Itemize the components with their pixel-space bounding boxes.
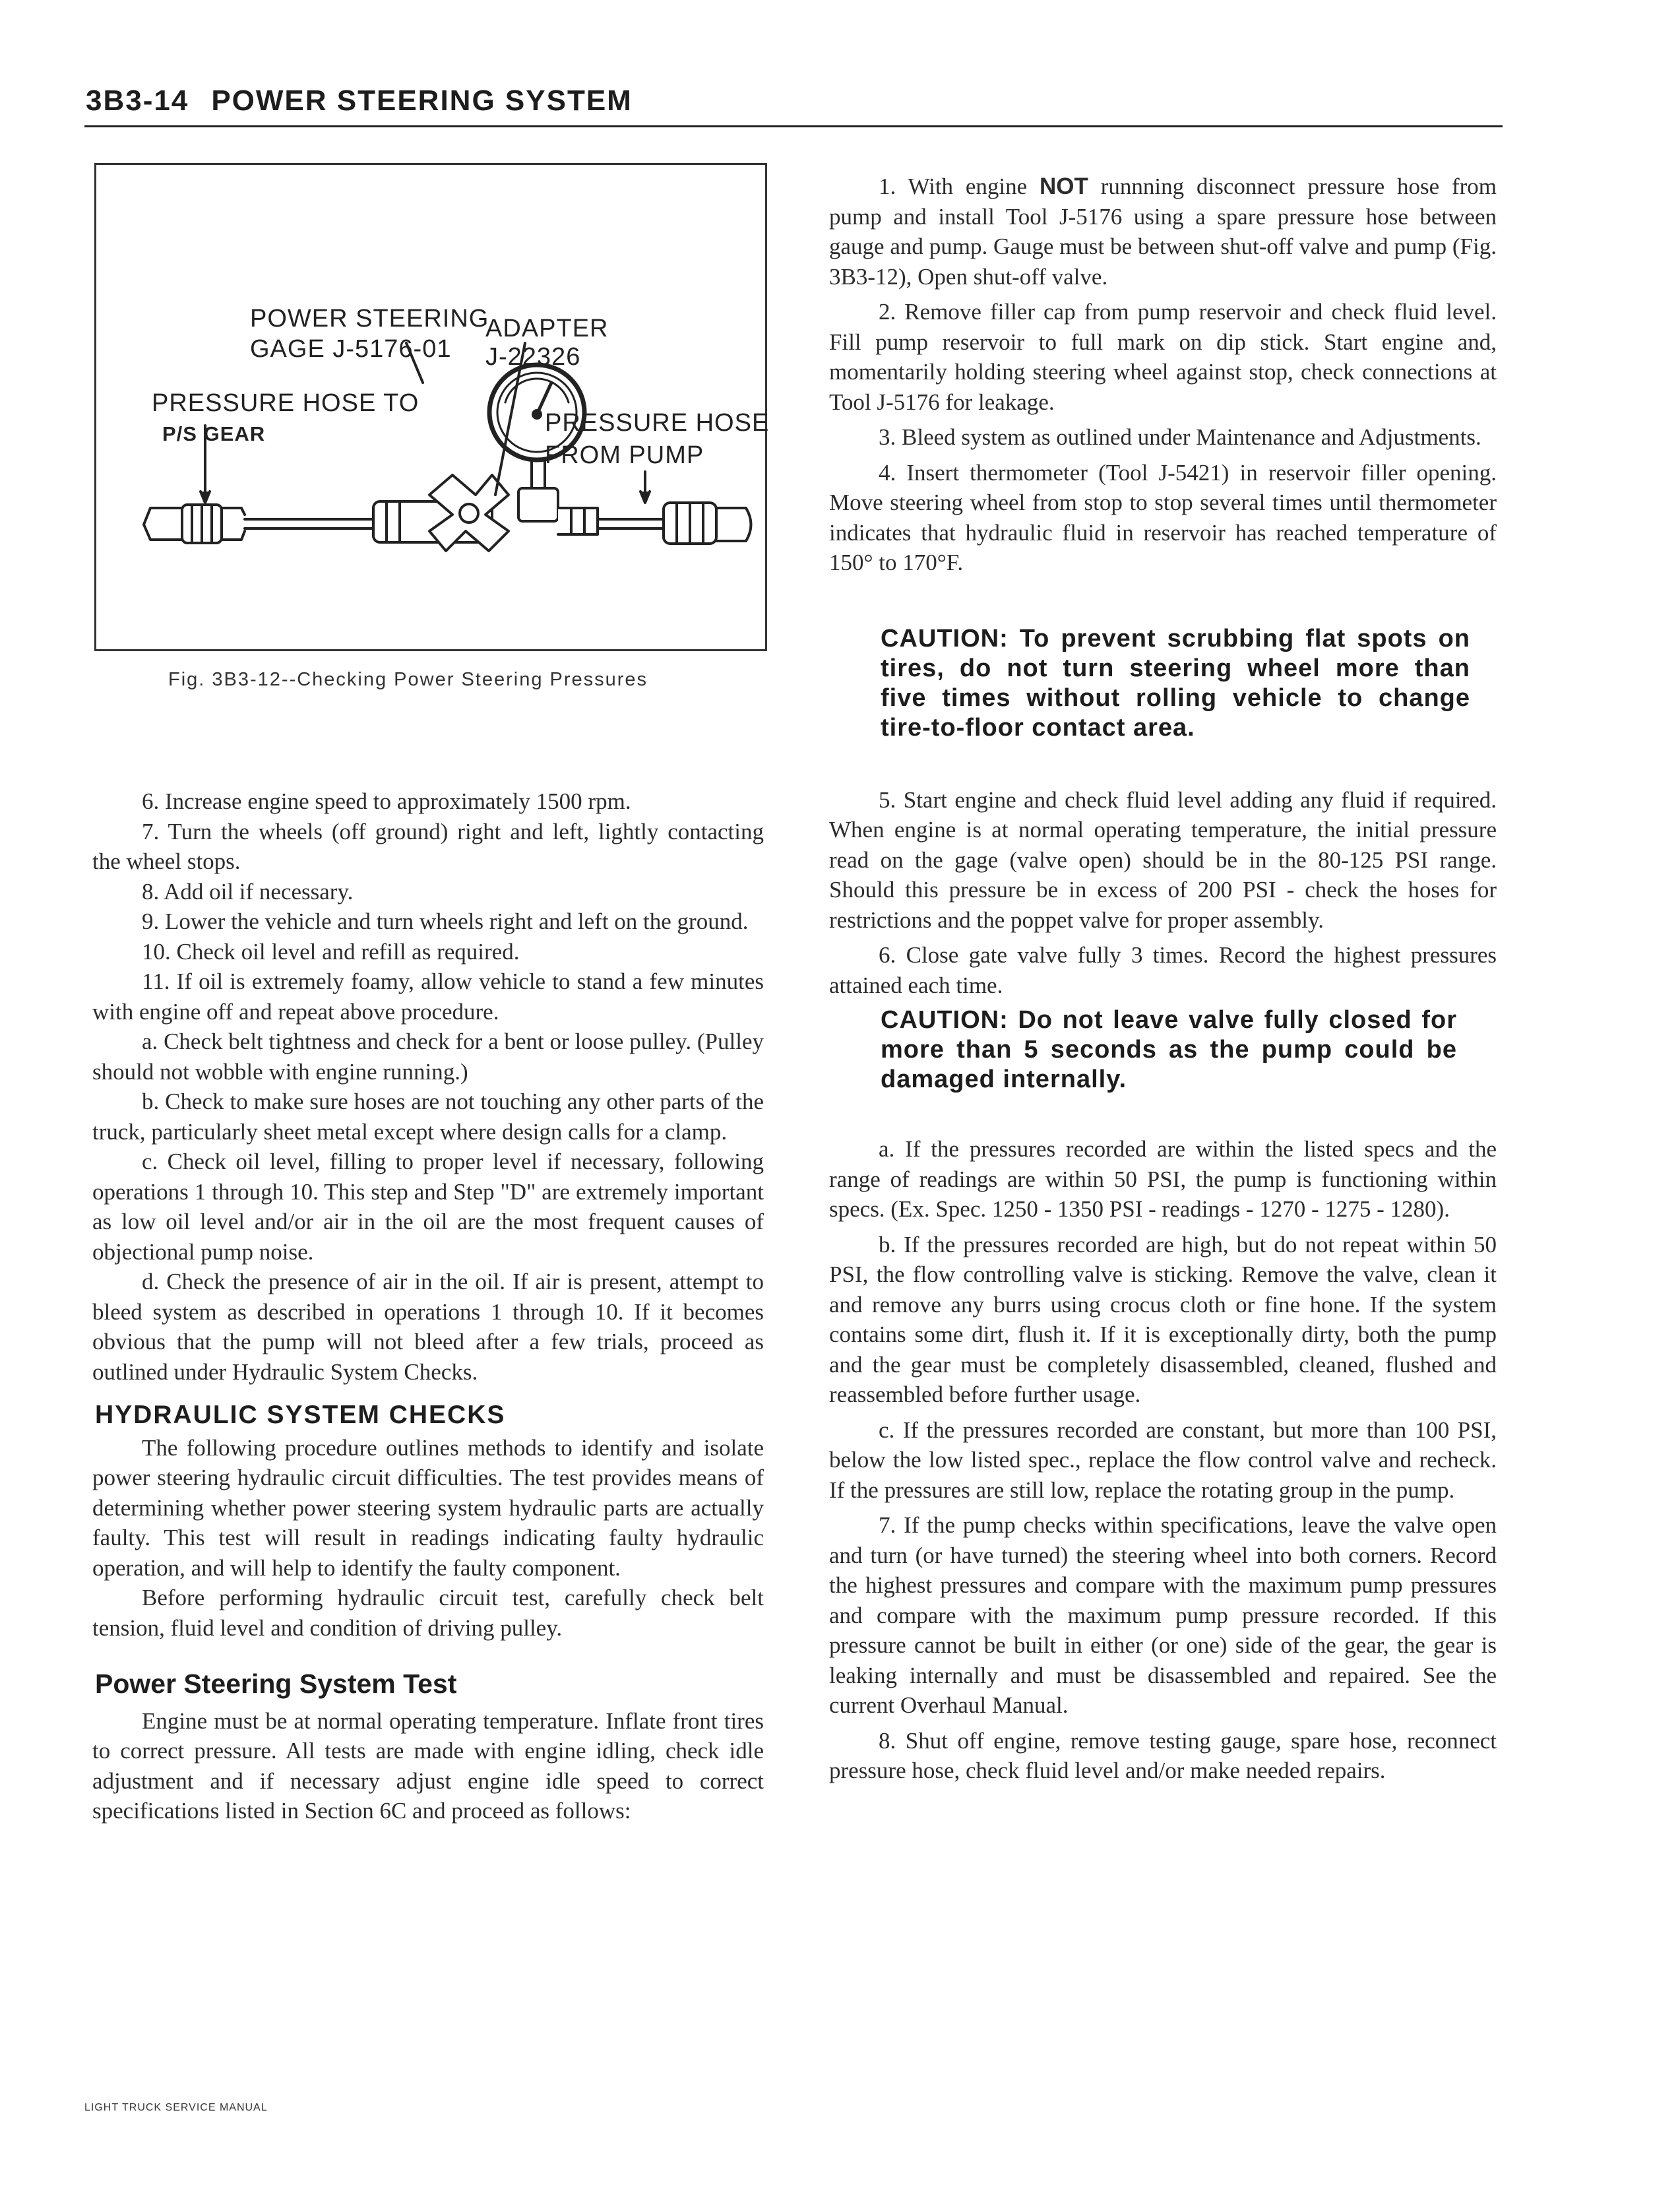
step: 8. Shut off engine, remove testing gauge, spare hose, reconnect pressure hose, check fluid level and/or make needed repairs. [829,1727,1497,1783]
subheading: Power Steering System Test [95,1669,457,1699]
adapter-label-line1: ADAPTER [485,315,609,342]
gage-label-line2: GAGE J-5176-01 [250,335,452,363]
left-item: 11. If oil is extremely foamy, allow vehicle to stand a few minutes with engine off and repeat above procedure. [92,969,764,1025]
sub-step: b. If the pressures recorded are high, but do not repeat within 50 PSI, the flow controlling valve is sticking. Remove the valve, clean it and remove any burrs using crocus cloth or fine hone. If the system contains some dirt, flush it. If it is exceptionally dirty, both the pump and the gear must be completely disassembled, cleaned, flushed and reassembled before further usage. [829,1231,1497,1407]
gage-label-line1: POWER STEERING [250,305,489,333]
hose-to-label-line2: P/S GEAR [162,422,266,445]
header-rule [84,125,1503,127]
step: 3. Bleed system as outlined under Maintenance and Adjustments. [879,424,1481,450]
step: 2. Remove filler cap from pump reservoir and check fluid level. Fill pump reservoir to full mark on dip stick. Start engine and, momentarily holding steering wheel against stop, check connections at Tool J-5176 for leakage. [829,299,1497,415]
hose-to-label-line1: PRESSURE HOSE TO [152,389,420,417]
right-column [829,172,1497,1786]
left-item: c. Check oil level, filling to proper level if necessary, following operations 1 through 10. This step and Step "D" are extremely important as low oil level and/or air in the oil are the most frequent causes of objectional pump noise. [92,1149,764,1265]
step: 6. Close gate valve fully 3 times. Record the highest pressures attained each time. [829,942,1497,998]
left-item: 9. Lower the vehicle and turn wheels right and left on the ground. [142,908,749,934]
left-item: a. Check belt tightness and check for a bent or loose pulley. (Pulley should not wobble with engine running.) [92,1029,764,1085]
section-para: The following procedure outlines methods to identify and isolate power steering hydraulic circuit difficulties. The test provides means of determining whether power steering system hydraulic parts are actually faulty. This test will result in readings indicating faulty hydraulic operation, and will help to identify the faulty component. [92,1434,764,1581]
section-heading: HYDRAULIC SYSTEM CHECKS [95,1401,506,1429]
page-title: POWER STEERING SYSTEM [211,84,633,117]
gauge-stem [518,488,558,521]
adapter-fitting [558,508,598,534]
section-para: Before performing hydraulic circuit test, carefully check belt tension, fluid level and condition of driving pulley. [92,1585,764,1641]
left-item: b. Check to make sure hoses are not touching any other parts of the truck, particularly sheet metal except where design calls for a clamp. [92,1089,764,1145]
left-item: d. Check the presence of air in the oil. If air is present, attempt to bleed system as described in operations 1 through 10. If it becomes obvious that the pump will not bleed after a few trials, proceed as outlined under Hydraulic System Checks. [92,1269,764,1385]
caution-1: CAUTION: To prevent scrubbing flat spots on tires, do not turn steering wheel more than five times without rolling vehicle to change tire-to-floor contact area. [881,624,1470,742]
left-column [92,786,764,1826]
adapter-label-line2: J-22326 [485,343,581,371]
left-item: 7. Turn the wheels (off ground) right and left, lightly contacting the wheel stops. [92,818,764,874]
sub-step: c. If the pressures recorded are constant, but more than 100 PSI, below the low listed spec., replace the flow control valve and recheck. If the pressures are still low, replace the rotating group in the pump. [829,1417,1497,1503]
not-emphasis: NOT [1040,174,1088,199]
caution-2: CAUTION: Do not leave valve fully closed for more than 5 seconds as the pump could be damaged internally. [881,1006,1457,1093]
left-item: 10. Check oil level and refill as required. [142,938,520,965]
test-para: Engine must be at normal operating temperature. Inflate front tires to correct pressure. All tests are made with engine idling, check idle adjustment and if necessary adjust engine idle speed to correct specifications listed in Section 6C and proceed as follows: [92,1707,764,1824]
figure-caption: Fig. 3B3-12--Checking Power Steering Pressures [168,669,648,690]
step-1: 1. With engine NOT runnning disconnect pressure hose from pump and install Tool J-5176 using a spare pressure hose between gauge and pump. Gauge must be between shut-off valve and pump (Fig. 3B3-12), Open shut-off valve. [829,174,1497,290]
step: 5. Start engine and check fluid level adding any fluid if required. When engine is at normal operating temperature, the initial pressure read on the gage (valve open) should be in the 80-125 PSI range. Should this pressure be in excess of 200 PSI - check the hoses for restrictions and the poppet valve for proper assembly. [829,786,1497,933]
left-item: 8. Add oil if necessary. [142,878,354,905]
page-header [86,84,633,117]
page-number: 3B3-14 [86,84,189,117]
step: 7. If the pump checks within specifications, leave the valve open and turn (or have turned) the steering wheel into both corners. Record the highest pressures and compare with the maximum pump pressures and compare with the maximum pump pressure recorded. If this pressure cannot be built in either (or one) side of the gear, the gear is leaking internally and must be disassembled and repaired. See the current Overhaul Manual. [829,1512,1497,1718]
figure-3b3-12 [94,163,770,651]
hose-from-label-line2: FROM PUMP [545,441,704,469]
hose-from-label-line1: PRESSURE HOSE [545,409,770,437]
step: 4. Insert thermometer (Tool J-5421) in reservoir filler opening. Move steering wheel from stop to stop several times until thermometer indicates that hydraulic fluid in reservoir has reached temperature of 150° to 170°F. [829,459,1497,575]
footer-text: LIGHT TRUCK SERVICE MANUAL [84,2102,268,2113]
sub-step: a. If the pressures recorded are within the listed specs and the range of readings are within 50 PSI, the pump is functioning within specs. (Ex. Spec. 1250 - 1350 PSI - readings - 1270 - 1275 - 1280). [829,1136,1497,1222]
left-item: 6. Increase engine speed to approximately 1500 rpm. [142,788,631,814]
